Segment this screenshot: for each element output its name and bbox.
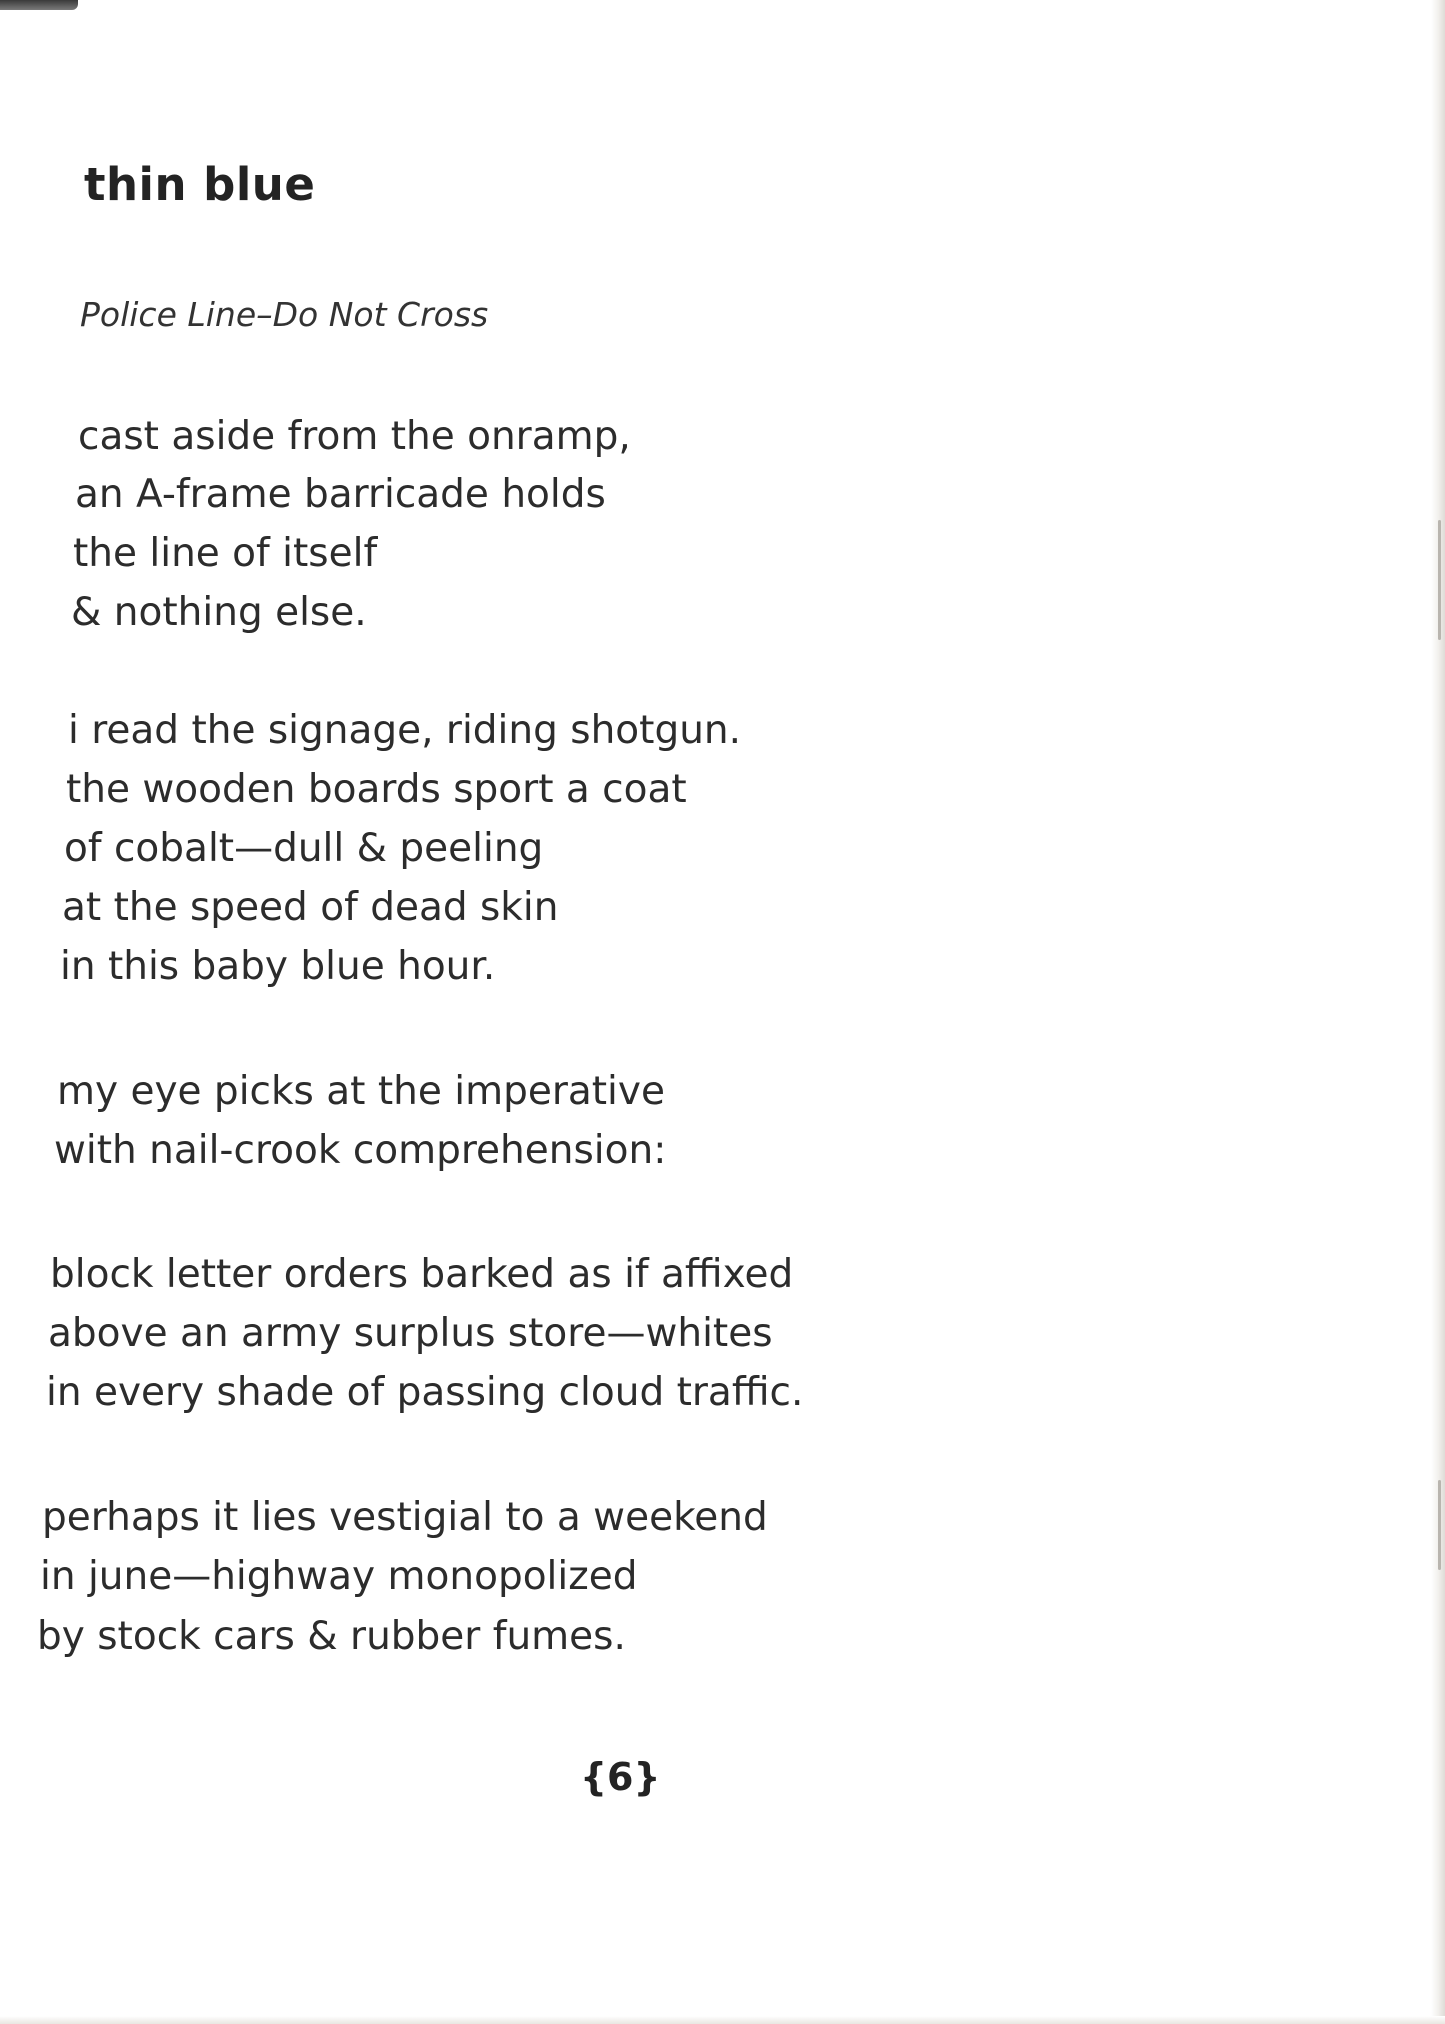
poem-line: i read the signage, riding shotgun. [68,708,742,753]
scan-corner-mark [0,0,78,10]
poem-line: & nothing else. [71,590,367,635]
poem-line: by stock cars & rubber fumes. [37,1614,626,1659]
poem-line: an A-frame barricade holds [75,472,606,517]
page-right-edge [1431,0,1445,2024]
poem-line: cast aside from the onramp, [78,414,631,459]
edge-shadow-mark [1438,520,1441,640]
poem-line: in june—highway monopolized [40,1554,638,1599]
poem-line: the wooden boards sport a coat [66,767,687,812]
poem-line: at the speed of dead skin [62,885,559,930]
poem-line: block letter orders barked as if affixed [50,1252,794,1297]
poem-line: in this baby blue hour. [60,944,496,989]
poem-line: my eye picks at the imperative [57,1069,665,1114]
poem-line: in every shade of passing cloud traffic. [46,1370,804,1415]
poem-line: above an army surplus store—whites [48,1311,773,1356]
page-number: {6} [580,1755,661,1799]
poem-line: perhaps it lies vestigial to a weekend [42,1495,768,1540]
poem-title: thin blue [84,158,316,211]
poem-line: of cobalt—dull & peeling [64,826,544,871]
page-bottom-edge [0,2016,1445,2024]
poem-line: with nail-crook comprehension: [54,1128,667,1173]
poem-epigraph: Police Line–Do Not Cross [80,295,489,334]
poem-line: the line of itself [73,531,378,576]
edge-shadow-mark [1438,1480,1441,1570]
